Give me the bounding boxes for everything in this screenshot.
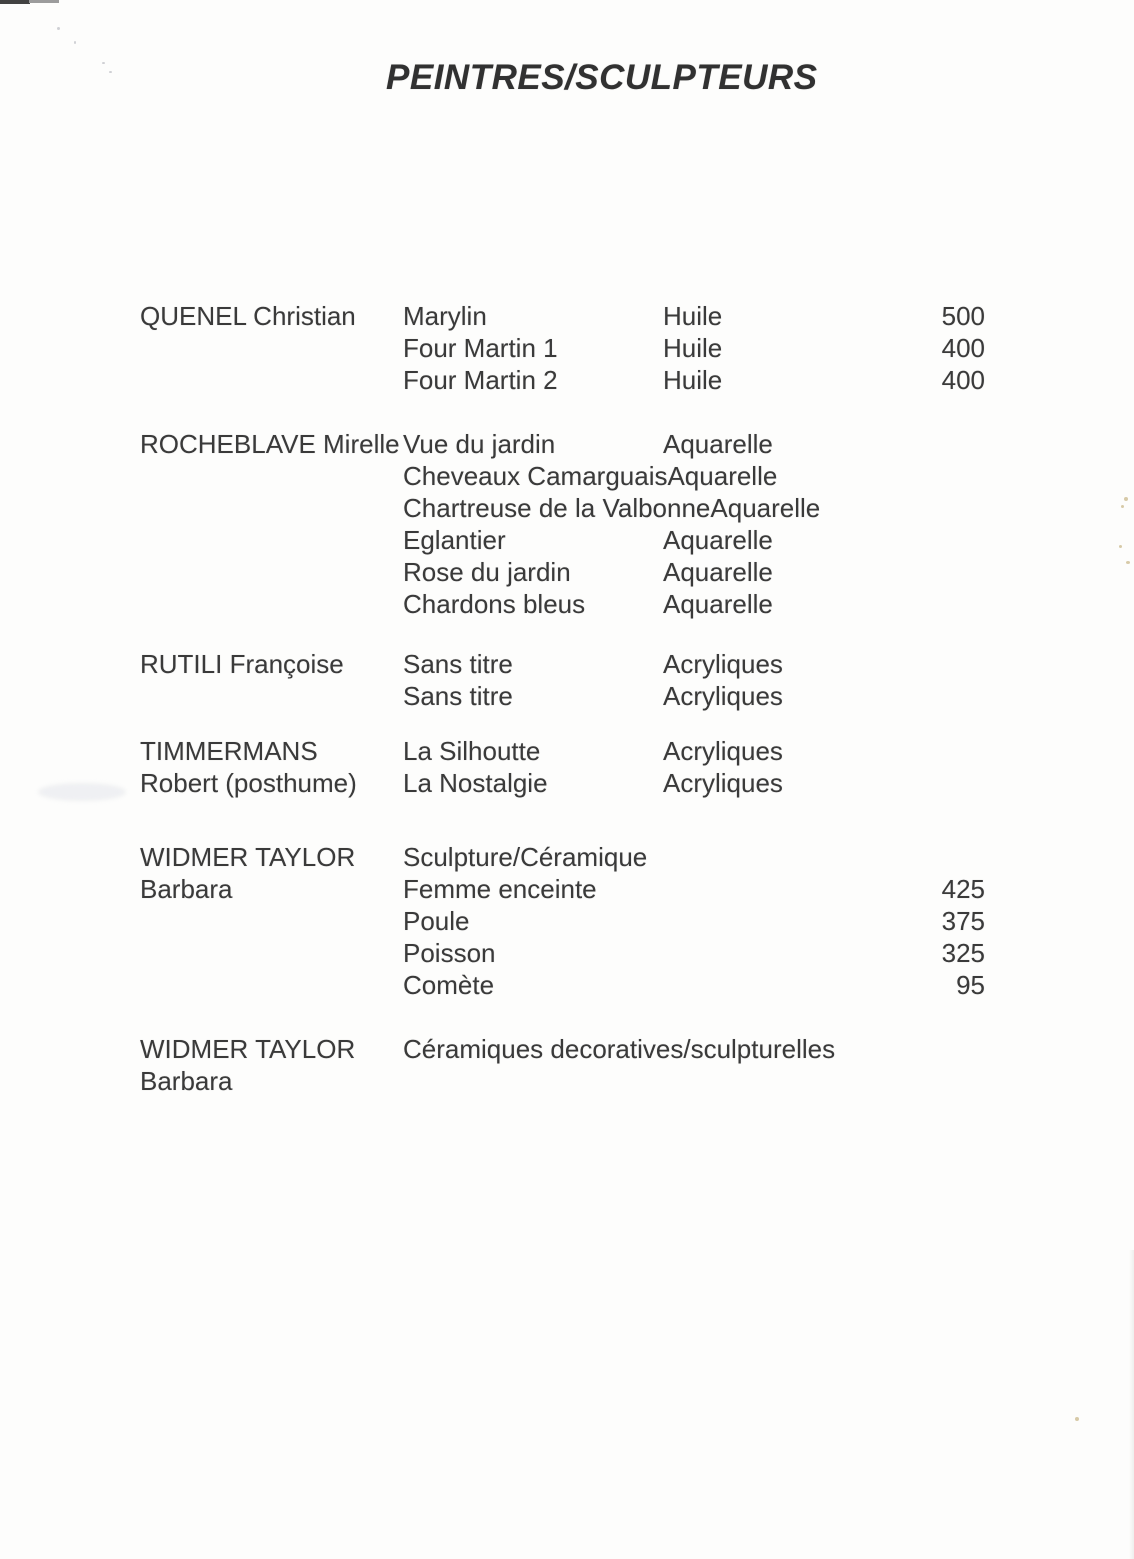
catalog-row	[140, 588, 985, 620]
artwork-title: Femme enceinte	[403, 874, 597, 904]
catalog-row	[140, 937, 985, 969]
catalog-row	[140, 841, 985, 873]
artwork-title: Sans titre	[403, 649, 513, 679]
artwork-medium: Acryliques	[663, 681, 783, 711]
artist-name-line: WIDMER TAYLOR	[140, 842, 356, 872]
artwork-title: Marylin	[403, 301, 487, 331]
scan-speck	[109, 71, 112, 73]
artist-section	[140, 841, 985, 1001]
catalog-row	[140, 300, 985, 332]
scan-speck	[1126, 561, 1130, 564]
page-title: PEINTRES/SCULPTEURS	[386, 58, 818, 97]
catalog-row	[140, 905, 985, 937]
artist-name-line: WIDMER TAYLOR	[140, 1034, 356, 1064]
artwork-medium: Aquarelle	[667, 461, 778, 491]
scan-speck	[74, 41, 76, 44]
artist-name-line: QUENEL Christian	[140, 301, 356, 331]
catalog-row	[140, 969, 985, 1001]
scan-smudge	[38, 783, 126, 801]
artist-name-line: Barbara	[140, 1066, 233, 1096]
artwork-medium: Acryliques	[663, 736, 783, 766]
artist-name-line: RUTILI Françoise	[140, 649, 344, 679]
artwork-medium: Aquarelle	[663, 525, 773, 555]
artist-section	[140, 735, 985, 799]
catalog-row	[140, 680, 985, 712]
scan-speck	[1075, 1417, 1079, 1421]
catalog-row	[140, 648, 985, 680]
artwork-medium: Huile	[663, 365, 723, 395]
artwork-title: Chartreuse de la Valbonne	[403, 493, 711, 523]
catalog-row	[140, 1033, 985, 1065]
scan-speck	[57, 27, 60, 30]
artwork-title: Chardons bleus	[403, 589, 586, 619]
artwork-medium: Huile	[663, 301, 723, 331]
artwork-title: Poule	[403, 906, 470, 936]
artist-section	[140, 428, 985, 620]
artist-section	[140, 1033, 985, 1096]
catalog-row	[140, 460, 985, 492]
artwork-title: Comète	[403, 970, 495, 1000]
scan-artifact-corner-bar	[0, 0, 30, 4]
catalog-row	[140, 492, 985, 524]
artwork-title: Four Martin 1	[403, 333, 558, 363]
artwork-title: Eglantier	[403, 525, 506, 555]
artwork-medium: Aquarelle	[710, 493, 821, 523]
artwork-title: Sculpture/Céramique	[403, 842, 648, 872]
scan-artifact-corner-bar-light	[29, 0, 59, 3]
catalog-row	[140, 332, 985, 364]
artist-name-line: ROCHEBLAVE Mirelle	[140, 429, 400, 459]
artwork-medium: Aquarelle	[663, 557, 773, 587]
artwork-title: Rose du jardin	[403, 557, 571, 587]
scan-speck	[1121, 505, 1124, 508]
artwork-medium: Aquarelle	[663, 429, 773, 459]
artwork-medium: Acryliques	[663, 649, 783, 679]
artist-section	[140, 648, 985, 712]
artwork-title: Four Martin 2	[403, 365, 558, 395]
artwork-medium: Acryliques	[663, 768, 783, 798]
artist-name-line: Robert (posthume)	[140, 768, 357, 798]
catalog-row	[140, 873, 985, 905]
catalog-row	[140, 735, 985, 767]
artwork-title: Céramiques decoratives/sculpturelles	[403, 1034, 836, 1064]
artwork-medium: Aquarelle	[663, 589, 773, 619]
artwork-title: Sans titre	[403, 681, 513, 711]
artwork-title: La Nostalgie	[403, 768, 548, 798]
artwork-price: 325	[941, 938, 985, 968]
catalog-row	[140, 767, 985, 799]
scan-speck	[1119, 545, 1122, 548]
catalog-row	[140, 524, 985, 556]
artwork-price: 400	[941, 333, 985, 363]
artwork-price: 500	[941, 301, 985, 331]
artwork-medium: Huile	[663, 333, 723, 363]
artwork-price: 95	[956, 970, 985, 1000]
catalog-row	[140, 364, 985, 396]
artwork-title: Vue du jardin	[403, 429, 556, 459]
artwork-title: La Silhoutte	[403, 736, 541, 766]
artist-name-line: Barbara	[140, 874, 233, 904]
catalog-row	[140, 428, 985, 460]
scan-edge-shadow	[1129, 1250, 1134, 1559]
artist-catalog	[140, 300, 985, 1096]
scan-speck	[102, 62, 105, 64]
artwork-price: 425	[941, 874, 985, 904]
scan-speck	[1124, 497, 1128, 501]
artwork-title: Poisson	[403, 938, 496, 968]
artwork-price: 375	[941, 906, 985, 936]
catalog-row	[140, 556, 985, 588]
artist-section	[140, 300, 985, 396]
artwork-price: 400	[941, 365, 985, 395]
artist-name-line: TIMMERMANS	[140, 736, 318, 766]
artwork-title: Cheveaux Camarguais	[403, 461, 668, 491]
